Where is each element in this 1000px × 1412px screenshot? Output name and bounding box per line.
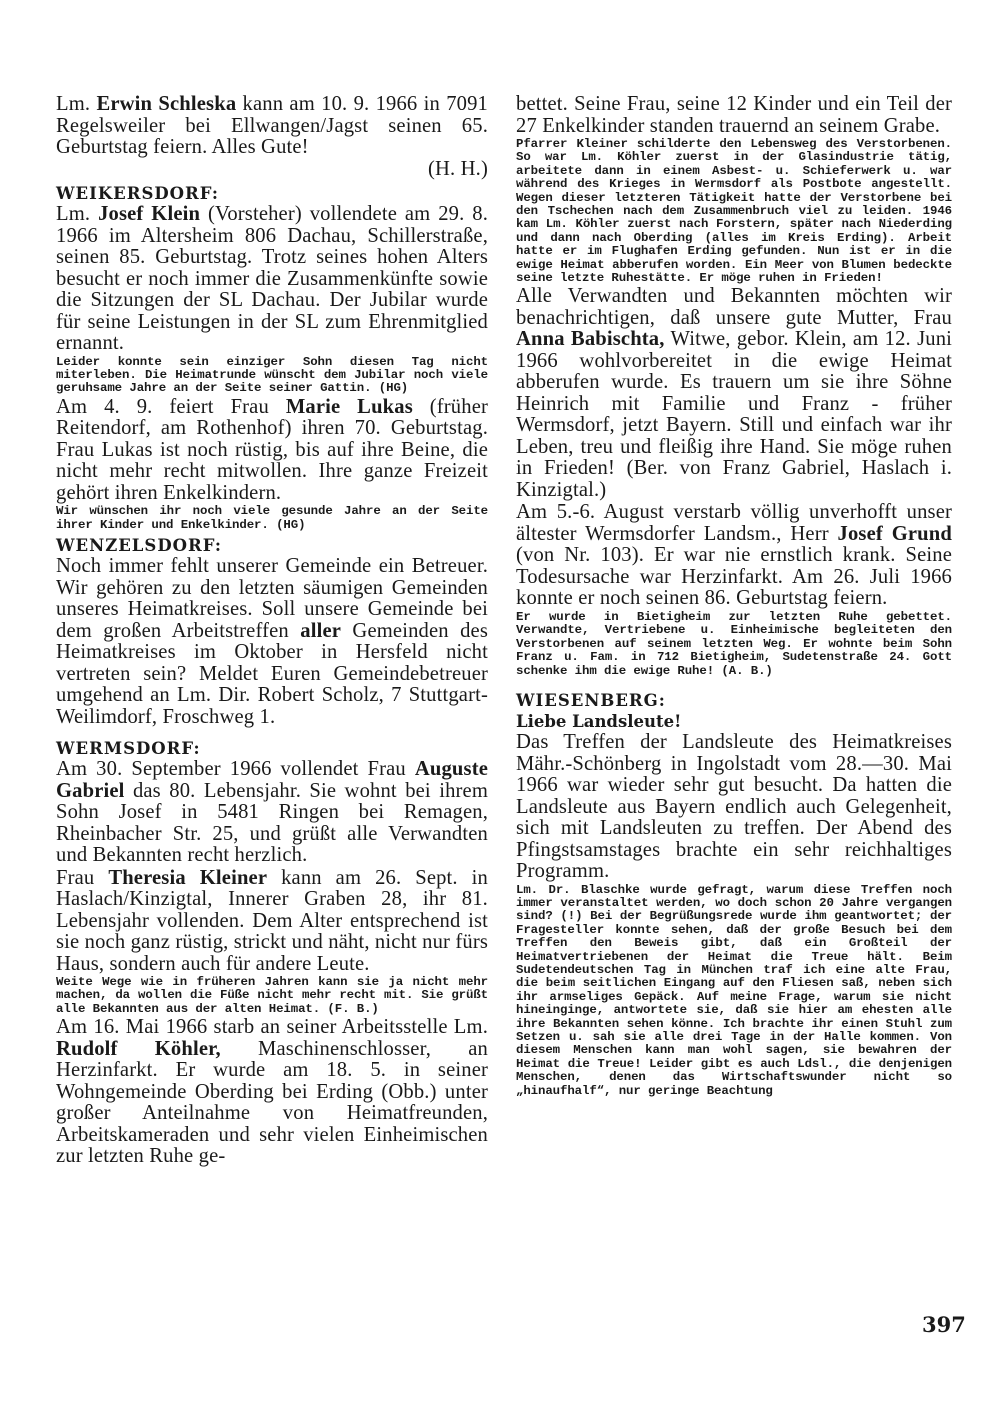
erwin-schleska-paragraph [56,94,488,180]
josef-klein-paragraph [56,204,488,355]
small-note: Pfarrer Kleiner schilderte den Lebensweg des Verstorbenen. So war Lm. Köhler zuerst in der Glasindustrie tätig, arbeitete dann in einem Asbest- u. Schieferwerk u. war während des Krieges in Wermsdorf als Postbote angestellt. Wegen dieser letzteren Tätigkeit hatte der Verstorbene bei den Tschechen nach dem Zusammenbruch viel zu leiden. 1946 kam Lm. Köhler zuerst nach Forstern, später nach Niederding und dann nach Oberding (alles im Kreis Erding). Arbeit hatte er im Flughafen Erding gefunden. Nun ist er in die ewige Heimat abberufen worden. Ein Meer von Blumen bedeckte seine letzte Ruhestätte. Er möge ruhen in Frieden! [516,137,952,286]
text: Frau [56,866,109,889]
text: Am 4. 9. feiert Frau [56,395,286,418]
text: Noch immer fehlt unserer Gemeinde ein Betreuer. Wir gehören zu den letzten säumigen Gemeinden unseres Heimatkreises. Soll unsere Gemeinde bei dem großen Arbeitstreffen [56,555,488,642]
emphasis: aller [300,619,342,642]
text: Lm. [56,203,99,225]
text: (von Nr. 103). Er war nie ernstlich krank. Seine Todesursache war Herzinfarkt. Am 26. Juli 1966 konnte er noch seinen 86. Geburtstag feiern. [516,544,952,610]
text: (Vorsteher) vollendete am 29. 8. 1966 im Altersheim 806 Dachau, Schillerstraße, seinen 85. Geburtstag. Trotz seines hohen Alters besucht er noch immer die Zusammenkünfte sowie die Sitzungen der SL Dachau. Der Jubilar wurde für seine Leistungen in der SL zum Ehrenmitglied ernannt. [56,203,488,354]
person-name: Marie Lukas [285,395,413,418]
section-heading-wiesenberg: WIESENBERG: [516,691,666,710]
person-name: Josef Klein [98,203,201,225]
person-name: Erwin Schleska [96,93,237,115]
text: Lm. [56,93,97,115]
text: kann am 26. Sept. in Haslach/Kinzigtal, Innerer Graben 28, ihr 81. Lebensjahr vollenden. Dem Alter entsprechend ist sie noch ganz rüstig, strickt und näht, nicht nur fürs Haus, sondern auch für andere Leute. [56,866,488,975]
ingolstadt-paragraph: Das Treffen der Landsleute des Heimatkreises Mähr.-Schönberg in Ingolstadt vom 28.—30. Mai 1966 war wieder sehr gut besucht. Da hatten die Landsleute aus Bayern endlich auch Gelegenheit, sich mit Landsleuten zu treffen. Der Abend des Pfingstsamstages brachte ein sehr reichhaltiges Programm. [516,731,952,882]
text: (früher Reitendorf, am Rothenhof) ihren 70. Geburtstag. Frau Lukas ist noch rüstig, bis auf ihre Beine, die nicht mehr recht mitwollen. Ihre ganze Freizeit gehört ihren Enkelkindern. [56,395,488,504]
text: Witwe, gebor. Klein, am 12. Juni 1966 wohlvorbereitet in die ewige Heimat abberufen wurde. Es trauern um sie ihre Söhne Heinrich mit Familie und Franz - früher Wermsdorf, jetzt Bayern. Still und einfach war ihr Leben, treu und fleißig ihre Hand. Sie möge ruhen in Frieden! (Ber. von Franz Gabriel, Haslach i. Kinzigtal.) [516,328,953,501]
section-heading-wermsdorf: WERMSDORF: [56,739,201,759]
text: Alle Verwandten und Bekannten möchten wir benachrichtigen, daß unsere gute Mutter, Frau [516,285,952,329]
section-heading-wenzelsdorf: WENZELSDORF: [56,536,222,556]
person-name: Josef Grund [837,522,952,545]
section-heading-weikersdorf: WEIKERSDORF: [56,184,219,203]
small-note: Leider konnte sein einziger Sohn diesen Tag nicht miterleben. Die Heimatrunde wünscht dem Jubilar noch viele geruhsame Jahre an der Seite seiner Gattin. (HG) [56,354,488,396]
funeral-paragraph: bettet. Seine Frau, seine 12 Kinder und ein Teil der 27 Enkelkinder standen trauernd an seinem Grabe. [516,93,952,137]
person-name: Auguste Gabriel [56,758,488,802]
theresia-kleiner-paragraph [56,868,488,976]
josef-grund-paragraph [516,502,952,610]
signature: (H. H.) [428,157,488,180]
marie-lukas-paragraph [56,397,488,505]
small-note: Er wurde in Bietigheim zur letzten Ruhe gebettet. Verwandte, Vertriebene u. Einheimische begleiteten den Verstorbenen auf seinem letzten Weg. Er wohnte beim Sohn Franz u. Fam. in 712 Bietigheim, Sudetenstraße 24. Gott schenke ihm die ewige Ruhe! (A. B.) [516,609,952,678]
subheading-liebe-landsleute: Liebe Landsleute! [516,712,682,731]
person-name: Anna Babischta, [516,328,665,351]
text: Am 30. September 1966 vollendet Frau [56,758,415,781]
text: kann am 10. 9. 1966 in 7091 Regelsweiler bei Ellwangen/Jagst seinen 65. Geburtstag feiern. Alles Gute! [56,93,488,158]
page-number: 397 [922,1312,966,1337]
small-note: Weite Wege wie in früheren Jahren kann sie ja nicht mehr machen, da wollen die Füße nicht mehr recht mit. Sie grüßt alle Bekannten aus der alten Heimat. (F. B.) [56,975,488,1016]
rudolf-koehler-paragraph [56,1017,488,1168]
person-name: Theresia Kleiner [108,866,268,889]
anna-babischta-paragraph [516,286,952,501]
wenzelsdorf-paragraph [56,556,488,728]
small-note: Lm. Dr. Blaschke wurde gefragt, warum diese Treffen noch immer veranstaltet werden, wo doch schon 20 Jahre vergangen sind? (!) Bei der Begrüßungsrede wurde ihm geantwortet; der Fragesteller konnte sehen, daß der große Besuch bei dem Treffen den Beweis gibt, daß ein Großteil der Heimatvertriebenen der Heimat die Treue hält. Beim Sudetendeutschen Tag in München traf ich eine alte Frau, die beim seitlichen Eingang auf den Fliesen saß, neben sich ihr armseliges Gepäck. Auf meine Frage, warum sie nicht hineinginge, antwortete sie, daß sie hier am ehesten alle ihre Bekannten sehen könne. Ich brachte ihr einen Stuhl zum Setzen u. sah sie alle drei Tage in der Halle kommen. Von diesem Menschen kann man wohl sagen, sie bewahren der Heimat die Treue! Leider gibt es auch Ldsl., die denjenigen Menschen, denen das Wirtschaftswunder nicht so „hinaufhalf“, nur geringe Beachtung [516,882,952,1098]
person-name: Rudolf Köhler, [56,1037,221,1060]
text: das 80. Lebensjahr. Sie wohnt bei ihrem Sohn Josef in 5481 Ringen bei Remagen, Rheinbacher Str. 25, und grüßt alle Verwandten und Bekannten recht herzlich. [56,779,488,867]
auguste-gabriel-paragraph [56,759,488,867]
text: Am 16. Mai 1966 starb an seiner Arbeitsstelle Lm. [56,1016,488,1039]
small-note: Wir wünschen ihr noch viele gesunde Jahre an der Seite ihrer Kinder und Enkelkinder. (HG) [56,504,488,532]
text: Gemeinden des Heimatkreises im Oktober in Hersfeld nicht vertreten sein? Meldet Euren Gemeindebetreuer umgehend an Lm. Dir. Robert Scholz, 7 Stuttgart-Weilimdorf, Froschweg 1. [56,619,488,728]
left-column [56,94,488,1169]
right-column [516,94,952,1099]
text: Maschinenschlosser, an Herzinfarkt. Er wurde am 18. 5. in seiner Wohngemeinde Oberding bei Erding (Obb.) unter großer Anteilnahme von Heimatfreunden, Arbeitskameraden und sehr vielen Einheimischen zur letzten Ruhe ge- [56,1037,488,1168]
text: Am 5.-6. August verstarb völlig unverhofft unser ältester Wermsdorfer Landsm., Herr [516,501,952,545]
